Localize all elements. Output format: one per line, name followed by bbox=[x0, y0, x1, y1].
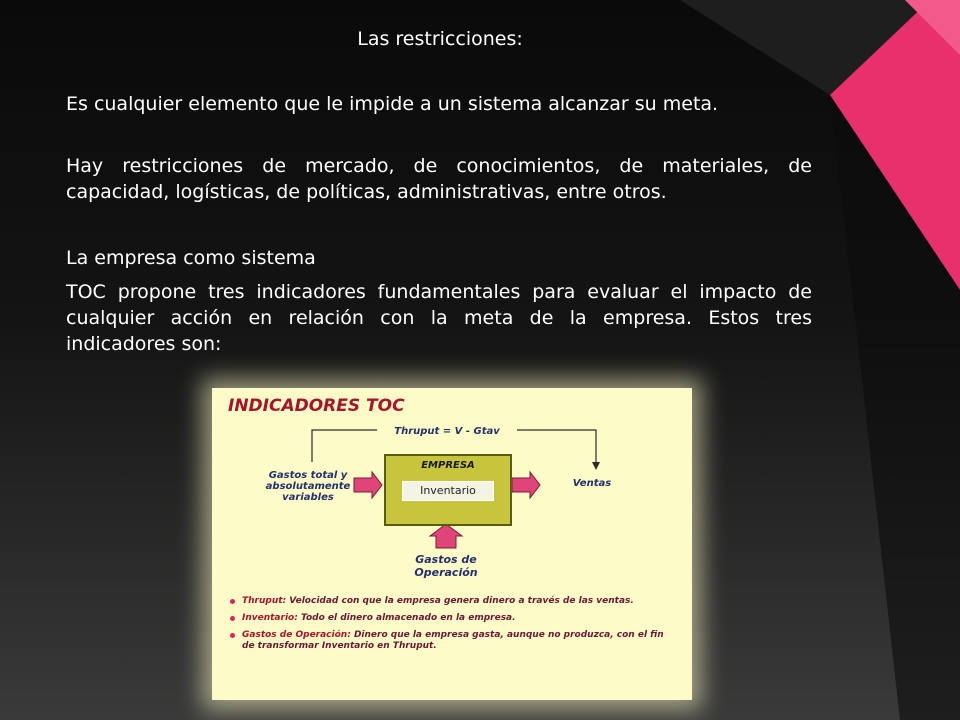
definition-text: Todo el dinero almacenado en la empresa. bbox=[300, 613, 516, 623]
variable-costs-label bbox=[260, 470, 356, 503]
restrictions-paragraph: Hay restricciones de mercado, de conocimientos, de materiales, de capacidad, logísticas, de políticas, administrativas, entre otros. bbox=[66, 155, 812, 203]
output-arrow bbox=[512, 472, 540, 498]
variable-costs-line-3: variables bbox=[282, 492, 334, 503]
operating-costs-label bbox=[406, 553, 486, 579]
definition-item bbox=[230, 596, 670, 607]
operating-costs-line-2: Operación bbox=[414, 566, 478, 579]
operation-cost-arrow bbox=[430, 524, 462, 548]
company-subheading: La empresa como sistema bbox=[66, 247, 316, 269]
diagram-title: INDICADORES TOC bbox=[228, 396, 405, 416]
definition-term: Inventario: bbox=[242, 613, 298, 623]
definition-term: Thruput: bbox=[242, 596, 287, 606]
definition-text: Dinero que la empresa gasta, aunque no produzca, con el fin de transformar Inventario en Thruput. bbox=[242, 630, 664, 651]
definition-item bbox=[230, 613, 670, 624]
variable-costs-line-1: Gastos total y bbox=[268, 470, 348, 481]
bullet-dot-icon bbox=[230, 599, 235, 604]
company-label: EMPRESA bbox=[421, 460, 475, 471]
operating-costs-line-1: Gastos de bbox=[415, 553, 477, 566]
input-arrow bbox=[354, 472, 382, 498]
variable-costs-line-2: absolutamente bbox=[265, 481, 351, 492]
inventory-box: Inventario bbox=[402, 481, 494, 501]
sales-label: Ventas bbox=[572, 478, 612, 489]
throughput-formula: Thruput = V - Gtav bbox=[377, 426, 517, 437]
bracket-arrowhead bbox=[592, 462, 600, 470]
company-box bbox=[384, 454, 512, 526]
toc-diagram-frame bbox=[212, 388, 692, 700]
slide-heading: Las restricciones: bbox=[357, 28, 523, 50]
toc-paragraph: TOC propone tres indicadores fundamentales para evaluar el impacto de cualquier acción en relación con la meta de la empresa. Estos tres indicadores son: bbox=[66, 281, 812, 355]
definition-paragraph: Es cualquier elemento que le impide a un sistema alcanzar su meta. bbox=[66, 93, 719, 115]
definitions-list bbox=[230, 596, 670, 658]
definition-text: Velocidad con que la empresa genera dinero a través de las ventas. bbox=[289, 596, 634, 606]
toc-diagram bbox=[212, 388, 692, 700]
definition-item bbox=[230, 630, 670, 652]
bullet-dot-icon bbox=[230, 616, 235, 621]
bullet-dot-icon bbox=[230, 633, 235, 638]
definition-term: Gastos de Operación: bbox=[242, 630, 351, 640]
